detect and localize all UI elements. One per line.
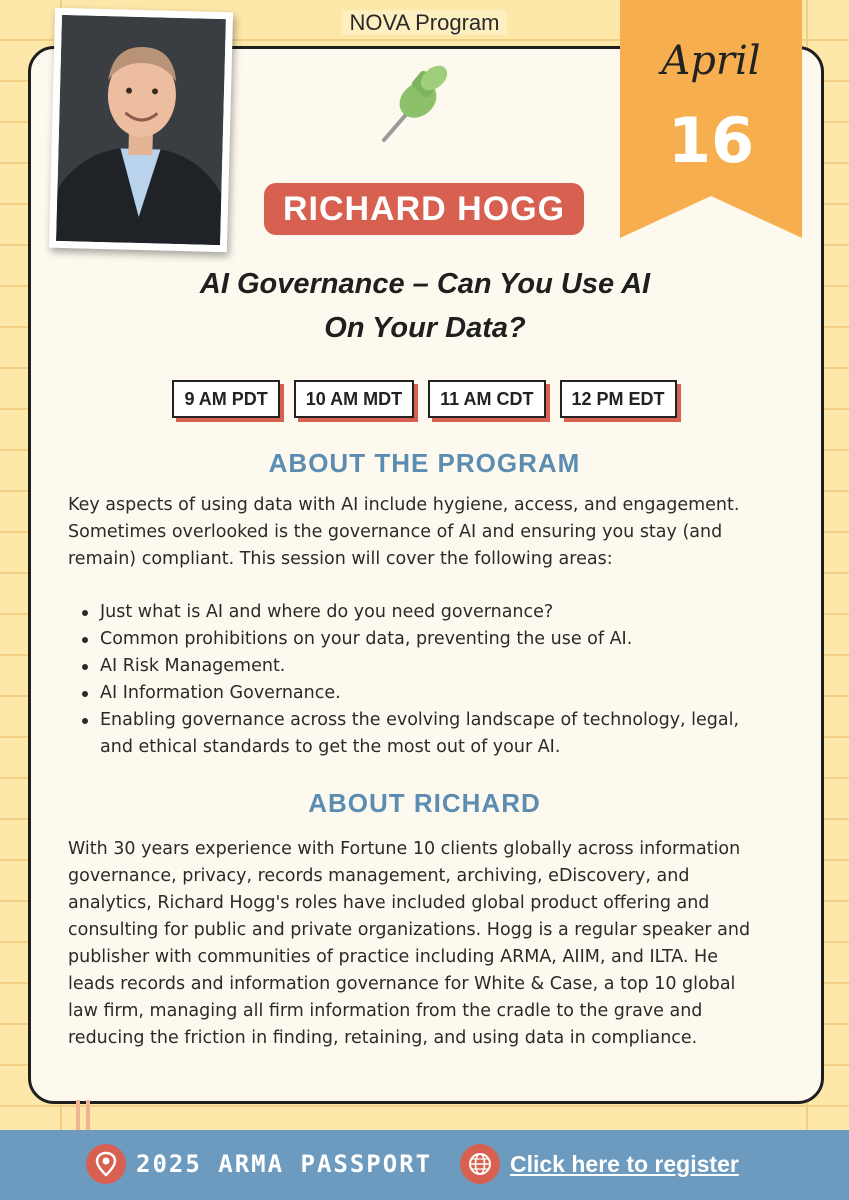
speaker-portrait-image — [56, 15, 226, 245]
session-title — [60, 262, 790, 350]
program-name: NOVA Program — [342, 10, 508, 35]
program-topics-list — [78, 599, 768, 761]
location-pin-icon — [86, 1144, 126, 1184]
list-item: AI Information Governance. — [78, 680, 768, 707]
globe-icon — [460, 1144, 500, 1184]
about-speaker-heading: ABOUT RICHARD — [308, 788, 541, 818]
time-badges — [0, 380, 849, 418]
about-program-intro: Key aspects of using data with AI include hygiene, access, and engagement. Sometimes overlooked is the governance of AI and ensuring you stay (and remain) compliant. This session will cover the following areas: — [68, 495, 740, 569]
speaker-bio: With 30 years experience with Fortune 10 clients globally across information governance, privacy, records management, archiving, eDiscovery, and analytics, Richard Hogg's roles have included global product offering and consulting for public and private organizations. Hogg is a regular speaker and publisher with communities of practice including ARMA, AIIM, and ILTA. He leads records and information governance for White & Case, a top 10 global law firm, managing all firm information from the cradle to the grave and reducing the friction in finding, retaining, and using data in compliance. — [68, 839, 751, 1048]
list-item: Common prohibitions on your data, preventing the use of AI. — [78, 626, 768, 653]
date-day: 16 — [667, 104, 755, 177]
date-month: April — [661, 38, 761, 84]
pushpin-icon — [378, 60, 456, 146]
footer-bar — [0, 1130, 849, 1200]
list-item: Enabling governance across the evolving landscape of technology, legal, and ethical standards to get the most out of your AI. — [78, 707, 768, 761]
session-title-line-2: On Your Data? — [324, 312, 526, 344]
list-item: AI Risk Management. — [78, 653, 768, 680]
register-link[interactable]: Click here to register — [510, 1151, 739, 1177]
speaker-photo — [49, 8, 233, 253]
passport-label: 2025 ARMA PASSPORT — [136, 1150, 433, 1178]
time-badge-pdt: 9 AM PDT — [172, 380, 279, 418]
about-program-heading: ABOUT THE PROGRAM — [268, 448, 581, 478]
time-badge-mdt: 10 AM MDT — [294, 380, 414, 418]
session-title-line-1: AI Governance – Can You Use AI — [199, 268, 651, 300]
decorative-stripe — [86, 1100, 90, 1130]
time-badge-edt: 12 PM EDT — [560, 380, 677, 418]
list-item: Just what is AI and where do you need governance? — [78, 599, 768, 626]
time-badge-cdt: 11 AM CDT — [428, 380, 545, 418]
decorative-stripe — [76, 1100, 80, 1130]
speaker-name: RICHARD HOGG — [264, 183, 584, 235]
